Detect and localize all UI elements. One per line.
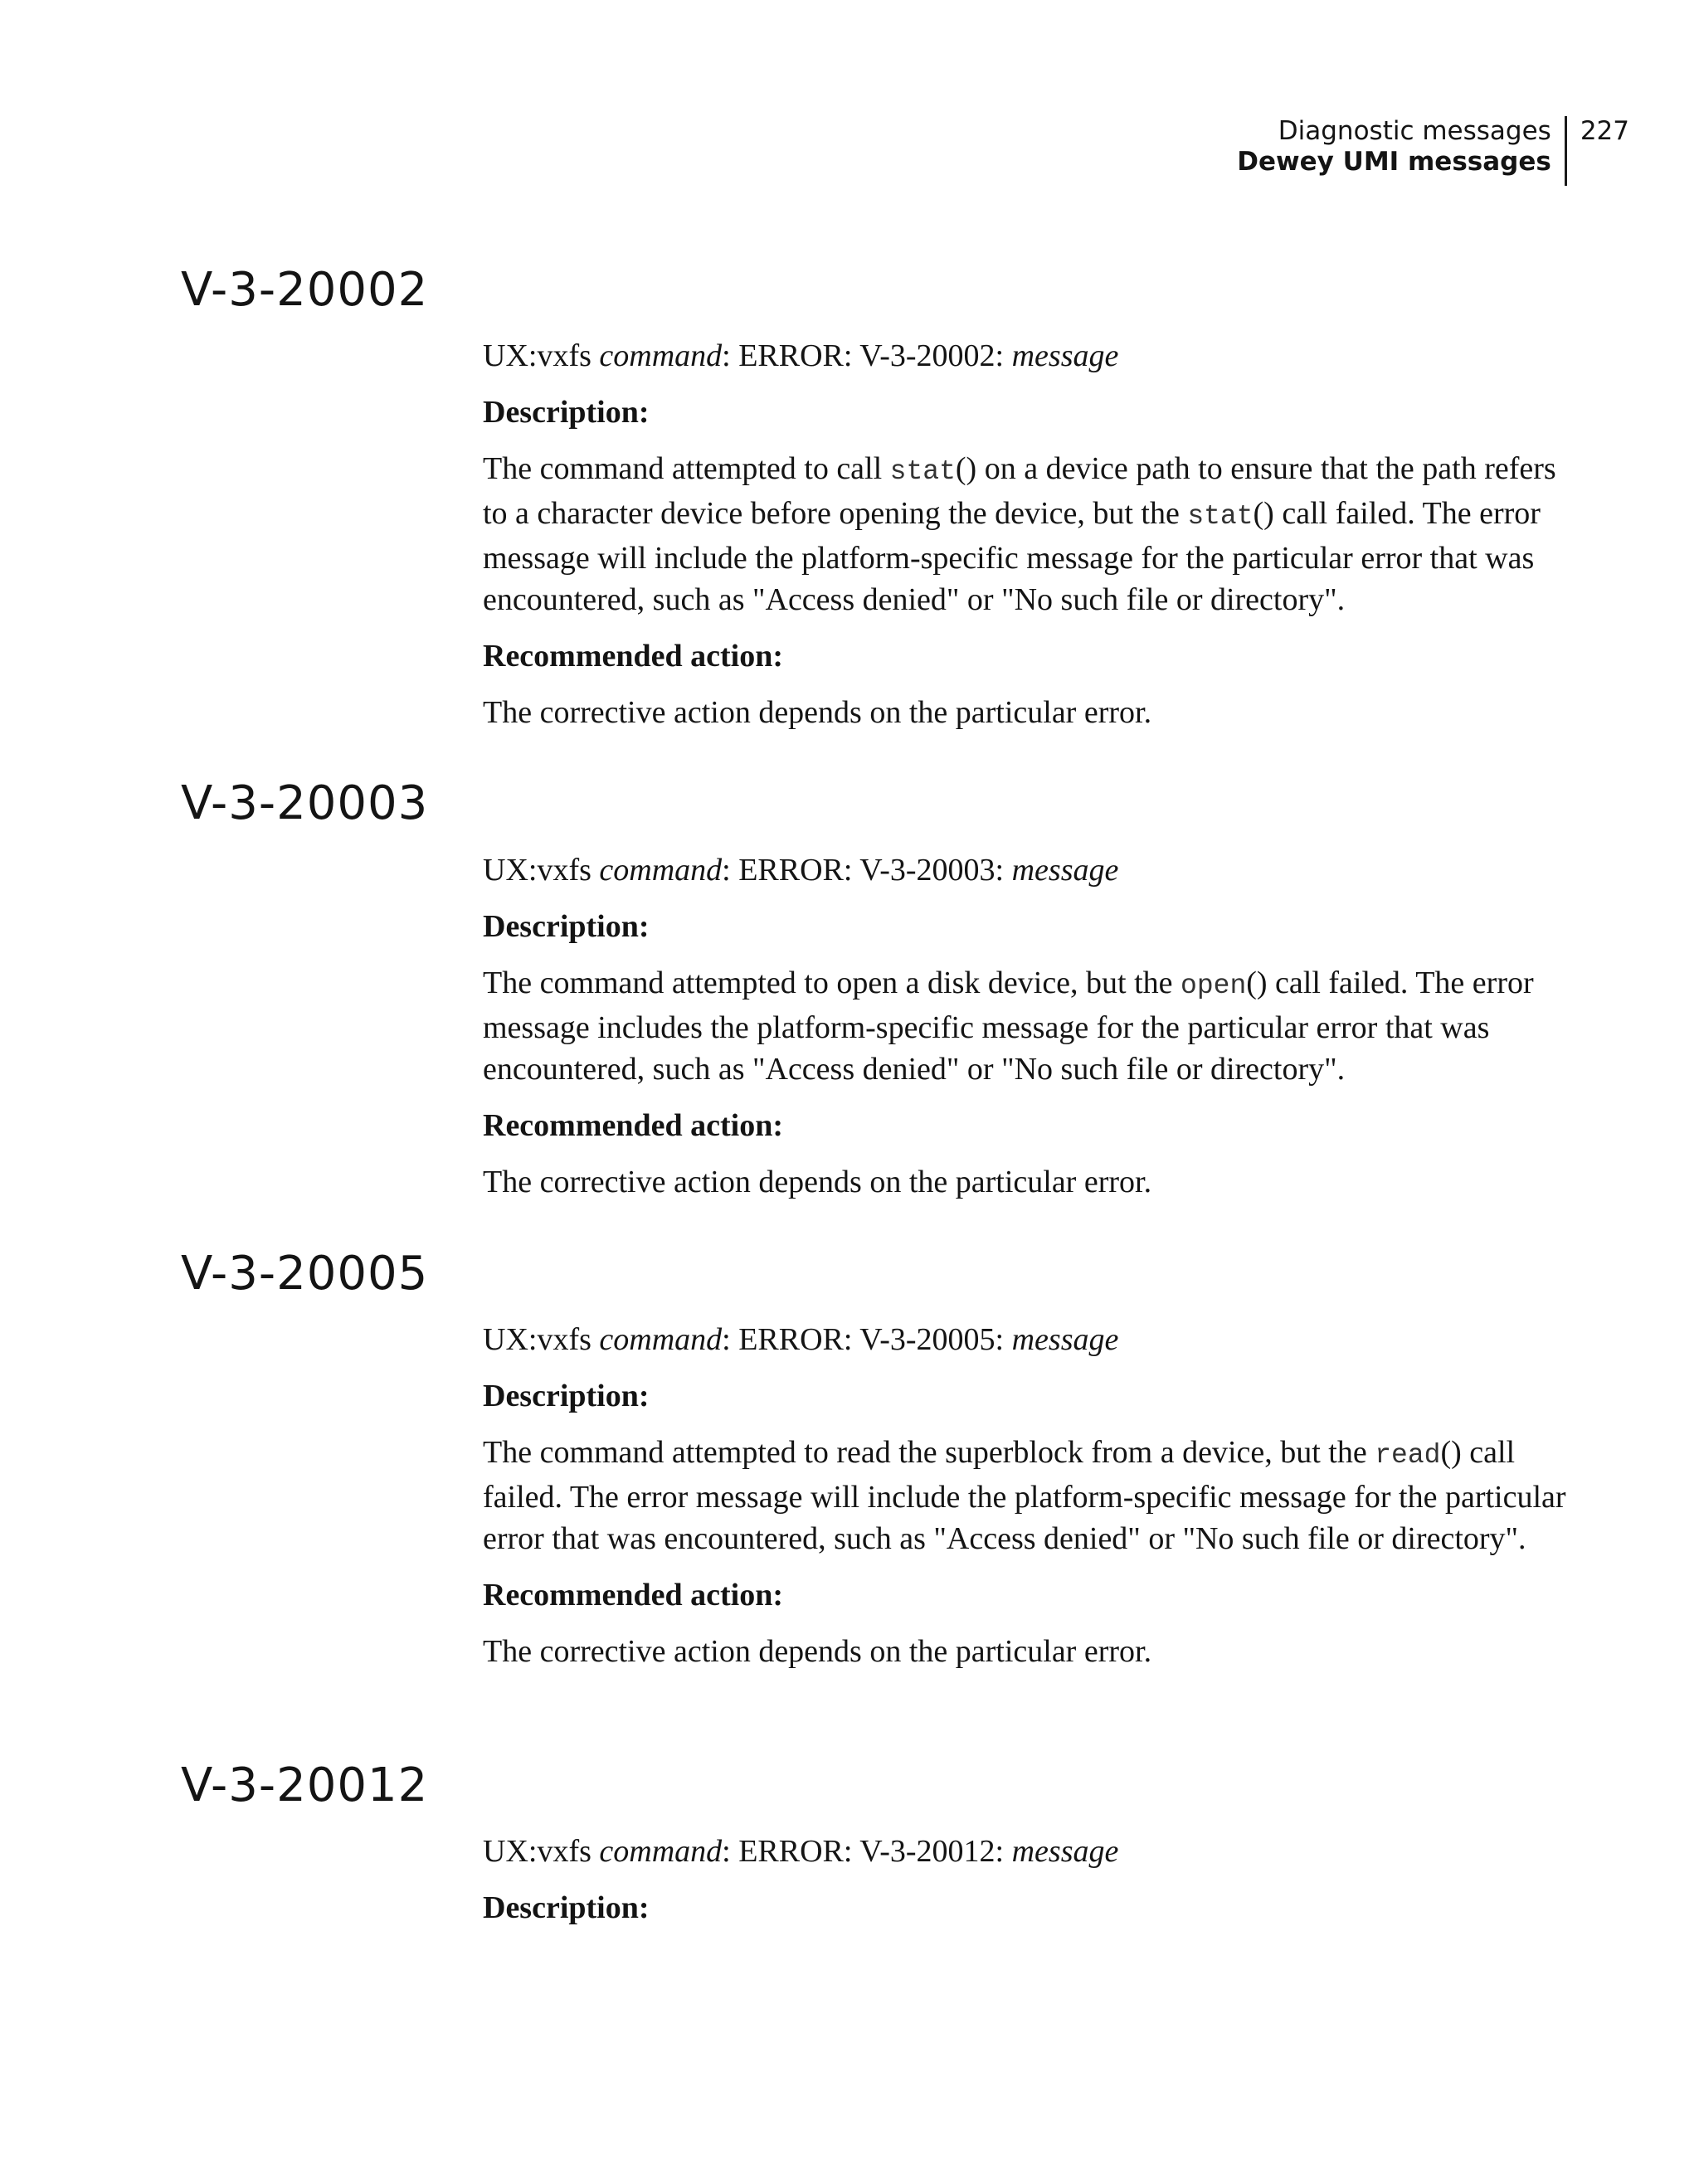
entry-heading-v-3-20012: V-3-20012 [181,1758,429,1812]
description-label: Description: [483,909,650,944]
message-syntax: UX:vxfs command: ERROR: V-3-20003: message [483,853,1119,888]
running-header [1237,116,1629,186]
recommended-action-text: The corrective action depends on the particular error. [483,695,1152,730]
recommended-action-label: Recommended action: [483,1108,783,1143]
entry-heading-v-3-20003: V-3-20003 [181,776,429,830]
description-label: Description: [483,1379,650,1413]
message-syntax: UX:vxfs command: ERROR: V-3-20012: message [483,1834,1119,1869]
message-syntax: UX:vxfs command: ERROR: V-3-20005: message [483,1322,1119,1357]
recommended-action-label: Recommended action: [483,639,783,674]
entry-body-v-3-20003 [483,849,1586,1203]
entry-body-v-3-20005 [483,1319,1586,1672]
recommended-action-text: The corrective action depends on the particular error. [483,1165,1152,1199]
message-syntax: UX:vxfs command: ERROR: V-3-20002: message [483,338,1119,373]
entry-heading-v-3-20005: V-3-20005 [181,1247,429,1301]
chapter-title: Diagnostic messages [1278,116,1551,146]
page-number: 227 [1580,116,1629,146]
recommended-action-text: The corrective action depends on the particular error. [483,1634,1152,1669]
description-text: The command attempted to call stat() on a device path to ensure that the path refers to a character device before opening the device, but the stat() call failed. The error message will include the platform-specific message for the particular error that was encountered, such as "Access denied" or "No such file or directory". [483,451,1556,617]
description-text: The command attempted to read the superblock from a device, but the read() call failed. The error message will include the platform-specific message for the particular error that was encountered, such as "Access denied" or "No such file or directory". [483,1435,1566,1556]
section-title: Dewey UMI messages [1237,147,1551,177]
header-titles [1237,116,1567,186]
entry-body-v-3-20012 [483,1831,1586,1943]
description-text: The command attempted to open a disk device, but the open() call failed. The error message includes the platform-specific message for the particular error that was encountered, such as "Access denied" or "No such file or directory". [483,966,1534,1087]
entry-heading-v-3-20002: V-3-20002 [181,263,429,317]
recommended-action-label: Recommended action: [483,1578,783,1612]
description-label: Description: [483,1890,650,1925]
entry-body-v-3-20002 [483,335,1586,733]
description-label: Description: [483,395,650,430]
